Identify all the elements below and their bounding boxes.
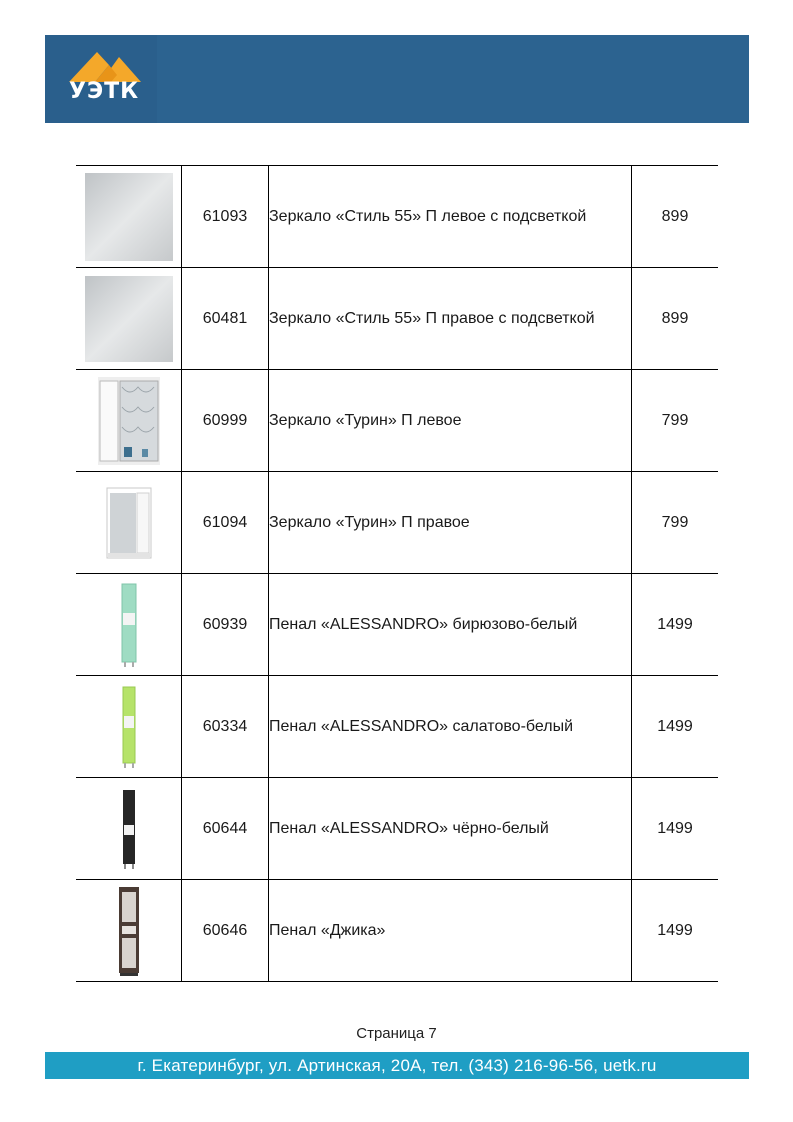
table-row xyxy=(76,880,718,982)
product-price: 899 xyxy=(632,166,719,268)
table-row xyxy=(76,166,718,268)
table-row xyxy=(76,676,718,778)
product-image xyxy=(76,778,182,880)
tall-cabinet-brown-icon xyxy=(118,886,140,976)
product-name: Зеркало «Турин» П правое xyxy=(269,472,632,574)
product-price: 1499 xyxy=(632,778,719,880)
product-code: 61094 xyxy=(182,472,269,574)
product-code: 60999 xyxy=(182,370,269,472)
product-name: Пенал «Джика» xyxy=(269,880,632,982)
product-code: 60939 xyxy=(182,574,269,676)
tall-cabinet-turquoise-icon xyxy=(121,583,137,667)
mirror-square-icon xyxy=(85,276,173,362)
table-row xyxy=(76,472,718,574)
footer-contact-bar: г. Екатеринбург, ул. Артинская, 20А, тел. (343) 216-96-56, uetk.ru xyxy=(45,1052,749,1079)
product-name: Зеркало «Стиль 55» П левое с подсветкой xyxy=(269,166,632,268)
product-code: 60646 xyxy=(182,880,269,982)
table-row xyxy=(76,574,718,676)
tall-cabinet-black-icon xyxy=(122,789,136,869)
product-code: 60481 xyxy=(182,268,269,370)
page-header xyxy=(45,35,749,123)
product-image xyxy=(76,370,182,472)
product-price: 899 xyxy=(632,268,719,370)
table-row xyxy=(76,778,718,880)
product-image xyxy=(76,880,182,982)
product-price: 1499 xyxy=(632,574,719,676)
product-image xyxy=(76,268,182,370)
table-row xyxy=(76,370,718,472)
product-name: Пенал «ALESSANDRO» чёрно-белый xyxy=(269,778,632,880)
product-price: 1499 xyxy=(632,676,719,778)
product-image xyxy=(76,472,182,574)
product-image xyxy=(76,574,182,676)
tall-cabinet-lime-icon xyxy=(122,686,136,768)
table-row xyxy=(76,268,718,370)
product-table xyxy=(76,165,718,982)
product-code: 60334 xyxy=(182,676,269,778)
mirror-cabinet-left-icon xyxy=(98,377,160,465)
product-name: Пенал «ALESSANDRO» бирюзово-белый xyxy=(269,574,632,676)
product-code: 60644 xyxy=(182,778,269,880)
product-name: Зеркало «Турин» П левое xyxy=(269,370,632,472)
mirror-cabinet-right-icon xyxy=(106,487,152,559)
product-price: 799 xyxy=(632,472,719,574)
mirror-square-icon xyxy=(85,173,173,261)
company-logo xyxy=(45,35,157,123)
product-price: 1499 xyxy=(632,880,719,982)
page-number: Страница 7 xyxy=(356,1025,437,1042)
product-image xyxy=(76,166,182,268)
logo-text: УЭТК xyxy=(69,79,140,104)
product-name: Зеркало «Стиль 55» П правое с подсветкой xyxy=(269,268,632,370)
product-name: Пенал «ALESSANDRO» салатово-белый xyxy=(269,676,632,778)
product-code: 61093 xyxy=(182,166,269,268)
product-price: 799 xyxy=(632,370,719,472)
product-image xyxy=(76,676,182,778)
